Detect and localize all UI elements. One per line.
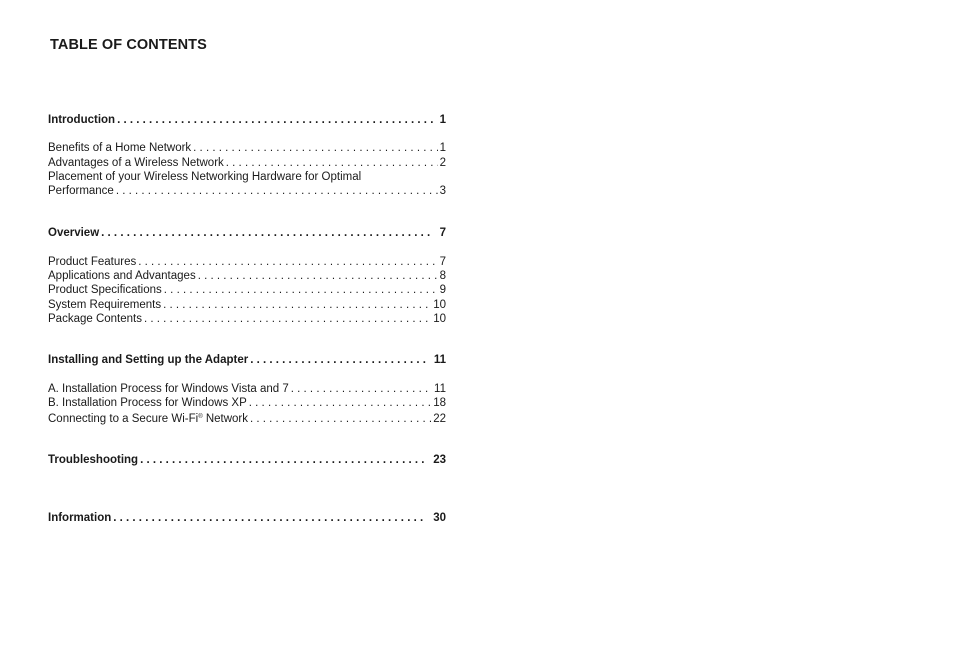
toc-page-number: 18	[433, 396, 446, 409]
toc-heading[interactable]	[48, 353, 446, 367]
toc-heading-label: Overview	[48, 227, 100, 240]
table-of-contents	[48, 113, 446, 525]
toc-page-number: 22	[433, 413, 446, 426]
toc-item[interactable]	[48, 156, 446, 170]
toc-section-overview	[48, 226, 446, 240]
toc-heading[interactable]	[48, 453, 446, 467]
toc-heading-label: Installing and Setting up the Adapter	[48, 354, 249, 367]
toc-heading-label: Introduction	[48, 114, 116, 126]
toc-item-label: Product Features	[48, 255, 137, 268]
toc-item[interactable]	[48, 396, 446, 410]
toc-item-label: Benefits of a Home Network	[48, 142, 192, 155]
leader-dots	[249, 396, 431, 410]
toc-item-label: Performance	[48, 185, 114, 198]
toc-heading-label: Information	[48, 511, 112, 524]
toc-heading[interactable]	[48, 113, 446, 127]
toc-item-label: Advantages of a Wireless Network	[48, 156, 224, 169]
toc-page-number: 2	[439, 156, 446, 169]
toc-item[interactable]	[48, 410, 446, 426]
toc-page-number: 11	[434, 382, 446, 395]
toc-page-number: 8	[439, 270, 446, 283]
toc-page-number: 9	[439, 284, 446, 297]
leader-dots	[198, 269, 438, 283]
leader-dots	[116, 184, 438, 198]
toc-item[interactable]	[48, 283, 446, 297]
toc-item-label: System Requirements	[48, 298, 162, 311]
toc-items-overview	[48, 255, 446, 326]
toc-items-introduction	[48, 141, 446, 198]
toc-page-number: 10	[433, 298, 446, 311]
toc-page-number: 7	[439, 255, 446, 268]
toc-page-number: 1	[439, 142, 446, 155]
toc-item-label: B. Installation Process for Windows XP	[48, 396, 247, 409]
leader-dots	[113, 511, 427, 525]
leader-dots	[250, 412, 431, 426]
toc-item[interactable]	[48, 298, 446, 312]
toc-item-label: Applications and Advantages	[48, 270, 196, 283]
toc-heading[interactable]	[48, 226, 446, 240]
leader-dots	[101, 226, 433, 240]
toc-item[interactable]	[48, 141, 446, 155]
leader-dots	[140, 453, 427, 467]
toc-page-number: 23	[433, 454, 446, 467]
page-title: TABLE OF CONTENTS	[50, 37, 207, 53]
leader-dots	[291, 382, 432, 396]
toc-page-number: 7	[439, 227, 446, 240]
toc-items-installing	[48, 382, 446, 427]
toc-item-line2	[48, 184, 446, 198]
toc-section-troubleshooting	[48, 453, 446, 467]
toc-page-number: 30	[433, 511, 446, 524]
toc-item-label-text-end: Network	[202, 413, 248, 426]
toc-item-multiline[interactable]	[48, 170, 446, 199]
toc-section-information	[48, 511, 446, 525]
toc-heading[interactable]	[48, 511, 446, 525]
leader-dots	[226, 156, 438, 170]
toc-item-label-text: Connecting to a Secure Wi-Fi	[48, 413, 199, 426]
toc-item[interactable]	[48, 255, 446, 269]
toc-page-number: 3	[439, 185, 446, 198]
toc-section-installing	[48, 353, 446, 367]
toc-item-label	[48, 410, 248, 426]
leader-dots	[138, 255, 437, 269]
toc-item-label: A. Installation Process for Windows Vista and 7	[48, 382, 289, 395]
leader-dots	[164, 283, 438, 297]
toc-item-label: Package Contents	[48, 312, 142, 325]
toc-page-number: 1	[439, 114, 446, 126]
registered-mark: ®	[198, 414, 203, 421]
leader-dots	[163, 298, 431, 312]
toc-page-number: 11	[433, 354, 446, 367]
leader-dots	[117, 113, 434, 127]
toc-page-number: 10	[433, 312, 446, 325]
leader-dots	[250, 353, 428, 367]
toc-heading-label: Troubleshooting	[48, 454, 139, 467]
toc-item[interactable]	[48, 382, 446, 396]
toc-section-introduction	[48, 113, 446, 127]
leader-dots	[144, 312, 431, 326]
leader-dots	[193, 141, 437, 155]
toc-item[interactable]	[48, 269, 446, 283]
toc-item[interactable]	[48, 312, 446, 326]
toc-item-label-line1: Placement of your Wireless Networking Hardware for Optimal	[48, 170, 362, 183]
toc-item-label: Product Specifications	[48, 284, 162, 297]
